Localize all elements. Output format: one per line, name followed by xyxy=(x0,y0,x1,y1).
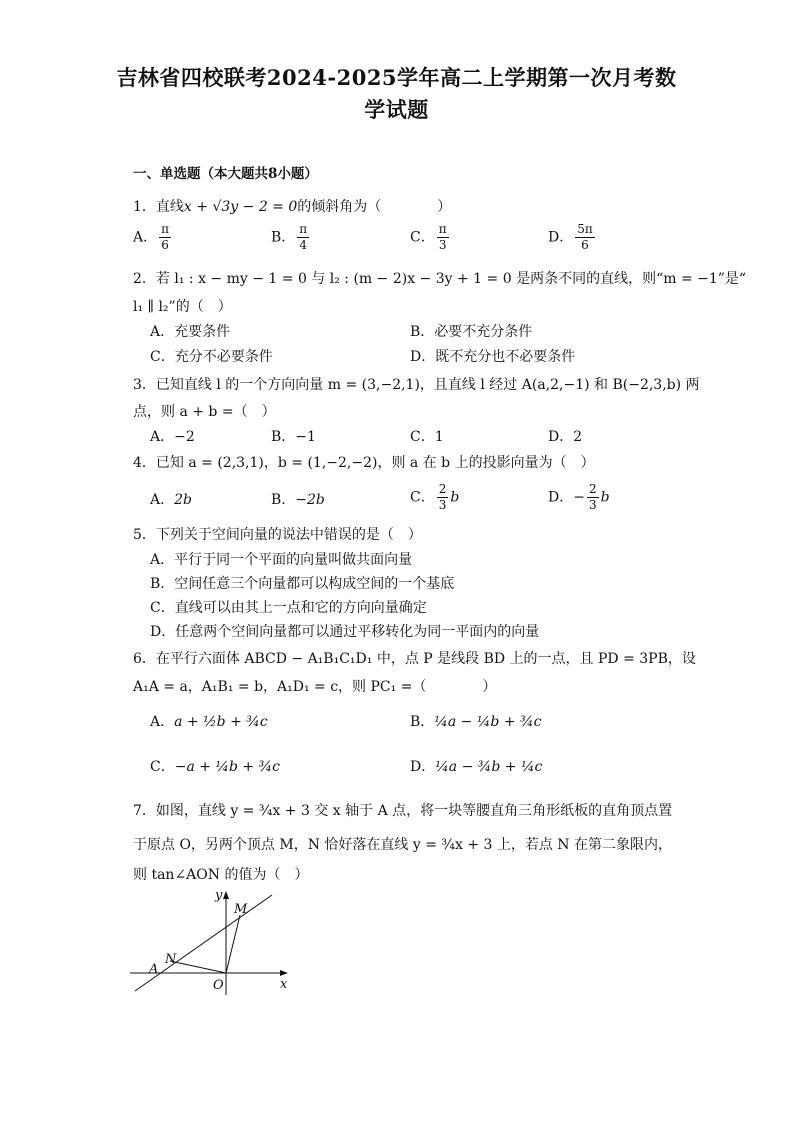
option-label: B． xyxy=(271,229,296,246)
label-y: y xyxy=(215,888,223,903)
label-o: O xyxy=(213,978,224,993)
option-label: C． xyxy=(410,229,435,246)
q7-figure xyxy=(130,885,300,1000)
frac-den: 6 xyxy=(581,238,589,252)
q2-option-a: A．充要条件 xyxy=(150,324,231,340)
frac-num: 5π xyxy=(577,222,593,236)
q6-option-a xyxy=(150,711,268,731)
q4-option-b xyxy=(271,489,325,509)
q1-option-a xyxy=(133,222,173,253)
q3-option-d: D．2 xyxy=(548,429,583,445)
q5-stem: 5．下列关于空间向量的说法中错误的是（ ） xyxy=(133,527,422,543)
q4-option-d xyxy=(548,482,610,513)
q2-stem-line-2: l₁ ∥ l₂”的（ ） xyxy=(133,299,232,315)
q4-option-c xyxy=(410,482,459,513)
option-label: B． xyxy=(271,492,296,508)
segment-on xyxy=(170,961,226,973)
q2-option-d: D．既不充分也不必要条件 xyxy=(410,349,576,365)
q6-stem-line-1: 6．在平行六面体 ABCD − A₁B₁C₁D₁ 中，点 P 是线段 BD 上的一点，且 PD = 3PB，设 xyxy=(133,651,696,667)
q6-option-c xyxy=(150,756,280,776)
q5-option-b: B．空间任意三个向量都可以构成空间的一个基底 xyxy=(150,576,455,592)
q6-stem-line-2: A₁A = a，A₁B₁ = b，A₁D₁ = c，则 PC₁ =（ ） xyxy=(133,679,497,695)
frac-num: π xyxy=(161,222,170,236)
q5-option-a: A．平行于同一个平面的向量叫做共面向量 xyxy=(150,552,413,568)
option-tail: b xyxy=(600,489,610,506)
frac-den: 6 xyxy=(161,238,169,252)
option-sign: − xyxy=(573,489,585,506)
q7-stem-line-1: 7．如图，直线 y = ¾x + 3 交 x 轴于 A 点，将一块等腰直角三角形纸板的直角顶点置 xyxy=(133,803,673,819)
option-label: C． xyxy=(410,489,435,506)
exam-title xyxy=(110,62,683,126)
option-label: A． xyxy=(150,492,175,508)
option-label: D． xyxy=(548,229,574,246)
label-x: x xyxy=(280,977,288,992)
frac-den: 3 xyxy=(438,238,447,252)
q6-option-b xyxy=(410,711,541,731)
q2-option-c: C．充分不必要条件 xyxy=(150,349,273,365)
q6-option-d xyxy=(410,756,542,776)
label-n: N xyxy=(165,952,177,967)
q3-option-c: C．1 xyxy=(410,429,444,445)
q5-option-d: D．任意两个空间向量都可以通过平移转化为同一平面内的向量 xyxy=(150,624,540,640)
q3-stem-line-1: 3．已知直线 l 的一个方向向量 m = (3,−2,1)，且直线 l 经过 A(a,2,−1) 和 B(−2,3,b) 两 xyxy=(133,377,700,393)
frac-num: π xyxy=(299,222,308,236)
section-heading: 一、单选题（本大题共8小题） xyxy=(133,166,318,182)
q1-option-c xyxy=(410,222,451,253)
q4-option-a xyxy=(150,489,192,509)
option-text: 2b xyxy=(174,492,192,508)
q1-option-b xyxy=(271,222,311,253)
option-label: A． xyxy=(150,714,175,730)
title-line-2: 学试题 xyxy=(364,97,429,122)
frac-num: π xyxy=(438,222,447,236)
q2-stem-line-1: 2．若 l₁ : x − my − 1 = 0 与 l₂ : (m − 2)x − 3y + 1 = 0 是两条不同的直线，则“m = −1”是“ xyxy=(133,271,747,287)
q1-option-d xyxy=(548,222,597,253)
option-text: a + ½b + ¾c xyxy=(174,714,268,730)
option-label: B． xyxy=(410,714,435,730)
q4-stem: 4．已知 a = (2,3,1)，b = (1,−2,−2)，则 a 在 b 上的投影向量为（ ） xyxy=(133,455,595,471)
frac-den: 4 xyxy=(299,238,308,252)
q7-stem-line-2: 于原点 O，另两个顶点 M，N 恰好落在直线 y = ¾x + 3 上，若点 N 在第二象限内， xyxy=(133,837,673,853)
frac-num: 2 xyxy=(438,482,447,496)
option-label: D． xyxy=(548,489,574,506)
fraction xyxy=(159,222,171,253)
q3-stem-line-2: 点，则 a + b =（ ） xyxy=(133,404,276,420)
q3-option-a: A．−2 xyxy=(150,429,195,445)
frac-den: 3 xyxy=(588,498,597,512)
fraction xyxy=(575,222,595,253)
option-tail: b xyxy=(450,489,460,506)
q7-stem-line-3: 则 tan∠AON 的值为（ ） xyxy=(133,867,309,883)
q3-option-b: B．−1 xyxy=(271,429,316,445)
q5-option-c: C．直线可以由其上一点和它的方向向量确定 xyxy=(150,600,427,616)
option-text: ¼a − ¾b + ¼c xyxy=(435,759,543,775)
fraction xyxy=(297,222,309,253)
q2-option-b: B．必要不充分条件 xyxy=(410,324,533,340)
option-label: A． xyxy=(133,229,158,246)
fraction xyxy=(437,222,449,253)
q1-stem xyxy=(133,196,451,216)
segment-om xyxy=(226,915,240,973)
label-a: A xyxy=(149,962,159,977)
q1-stem-pre: 1．直线 xyxy=(133,199,184,215)
title-line-1: 吉林省四校联考2024-2025学年高二上学期第一次月考数 xyxy=(116,65,677,90)
option-text: −2b xyxy=(295,492,325,508)
option-label: C． xyxy=(150,759,175,775)
q1-stem-expr: x + √3y − 2 = 0 xyxy=(183,199,298,215)
frac-num: 2 xyxy=(588,482,597,496)
option-text: ¼a − ¼b + ¾c xyxy=(434,714,542,730)
option-text: −a + ¼b + ¾c xyxy=(174,759,280,775)
label-m: M xyxy=(234,902,248,917)
fraction xyxy=(437,482,449,513)
y-axis-arrow xyxy=(223,891,229,899)
q1-stem-post: 的倾斜角为（ ） xyxy=(297,199,452,215)
option-label: D． xyxy=(410,759,436,775)
fraction xyxy=(587,482,599,513)
x-axis-arrow xyxy=(280,970,288,976)
frac-den: 3 xyxy=(438,498,447,512)
